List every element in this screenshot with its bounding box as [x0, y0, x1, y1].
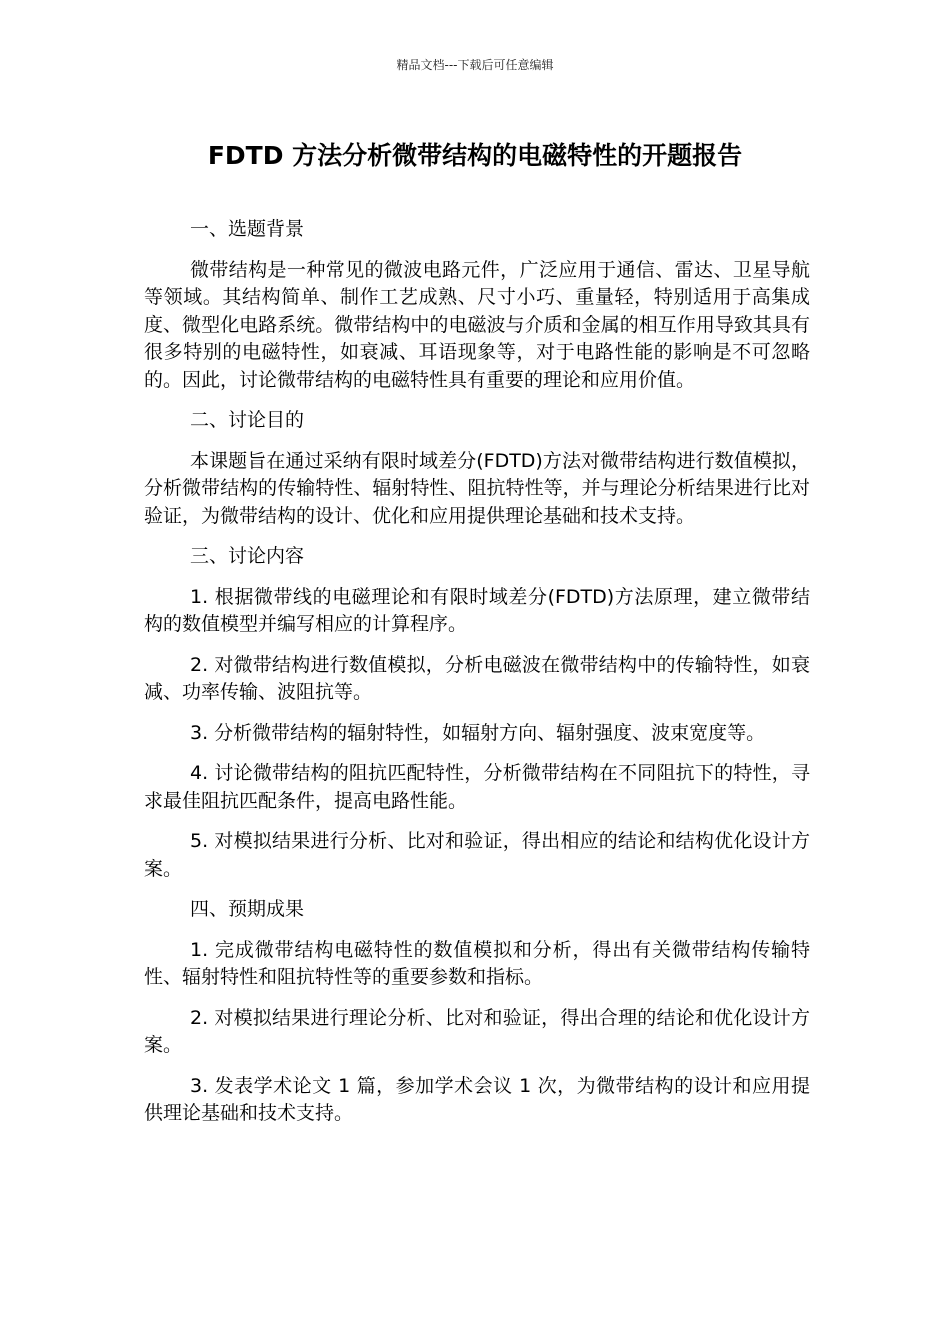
- paragraph-background: 微带结构是一种常见的微波电路元件，广泛应用于通信、雷达、卫星导航等领域。其结构简单、制作工艺成熟、尺寸小巧、重量轻，特别适用于高集成度、微型化电路系统。微带结构中的电磁波与介质和金属的相互作用导致其具有很多特别的电磁特性，如衰减、耳语现象等，对于电路性能的影响是不可忽略的。因此，讨论微带结构的电磁特性具有重要的理论和应用价值。: [144, 258, 810, 391]
- content-item-3: 3. 分析微带结构的辐射特性，如辐射方向、辐射强度、波束宽度等。: [190, 721, 766, 744]
- content-item-1: 1. 根据微带线的电磁理论和有限时域差分(FDTD)方法原理，建立微带结构的数值模型并编写相应的计算程序。: [144, 585, 810, 635]
- document-title: FDTD 方法分析微带结构的电磁特性的开题报告: [207, 141, 743, 170]
- section-heading-background: 一、选题背景: [190, 218, 305, 240]
- section-heading-purpose: 二、讨论目的: [190, 409, 305, 431]
- content-item-4: 4. 讨论微带结构的阻抗匹配特性，分析微带结构在不同阻抗下的特性，寻求最佳阻抗匹配条件，提高电路性能。: [144, 762, 810, 812]
- content-item-2: 2. 对微带结构进行数值模拟，分析电磁波在微带结构中的传输特性，如衰减、功率传输、波阻抗等。: [144, 653, 810, 703]
- outcome-item-1: 1. 完成微带结构电磁特性的数值模拟和分析，得出有关微带结构传输特性、辐射特性和阻抗特性等的重要参数和指标。: [144, 938, 810, 988]
- section-heading-outcomes: 四、预期成果: [190, 898, 305, 920]
- outcome-item-2: 2. 对模拟结果进行理论分析、比对和验证，得出合理的结论和优化设计方案。: [144, 1006, 810, 1056]
- header-note: 精品文档---下载后可任意编辑: [396, 58, 554, 72]
- document-body: [144, 216, 810, 1141]
- section-heading-content: 三、讨论内容: [190, 545, 305, 567]
- outcome-item-3: 3. 发表学术论文 1 篇，参加学术会议 1 次，为微带结构的设计和应用提供理论基础和技术支持。: [144, 1074, 810, 1124]
- paragraph-purpose: 本课题旨在通过采纳有限时域差分(FDTD)方法对微带结构进行数值模拟，分析微带结构的传输特性、辐射特性、阻抗特性等，并与理论分析结果进行比对验证，为微带结构的设计、优化和应用提供理论基础和技术支持。: [144, 449, 810, 527]
- content-item-5: 5. 对模拟结果进行分析、比对和验证，得出相应的结论和结构优化设计方案。: [144, 830, 810, 880]
